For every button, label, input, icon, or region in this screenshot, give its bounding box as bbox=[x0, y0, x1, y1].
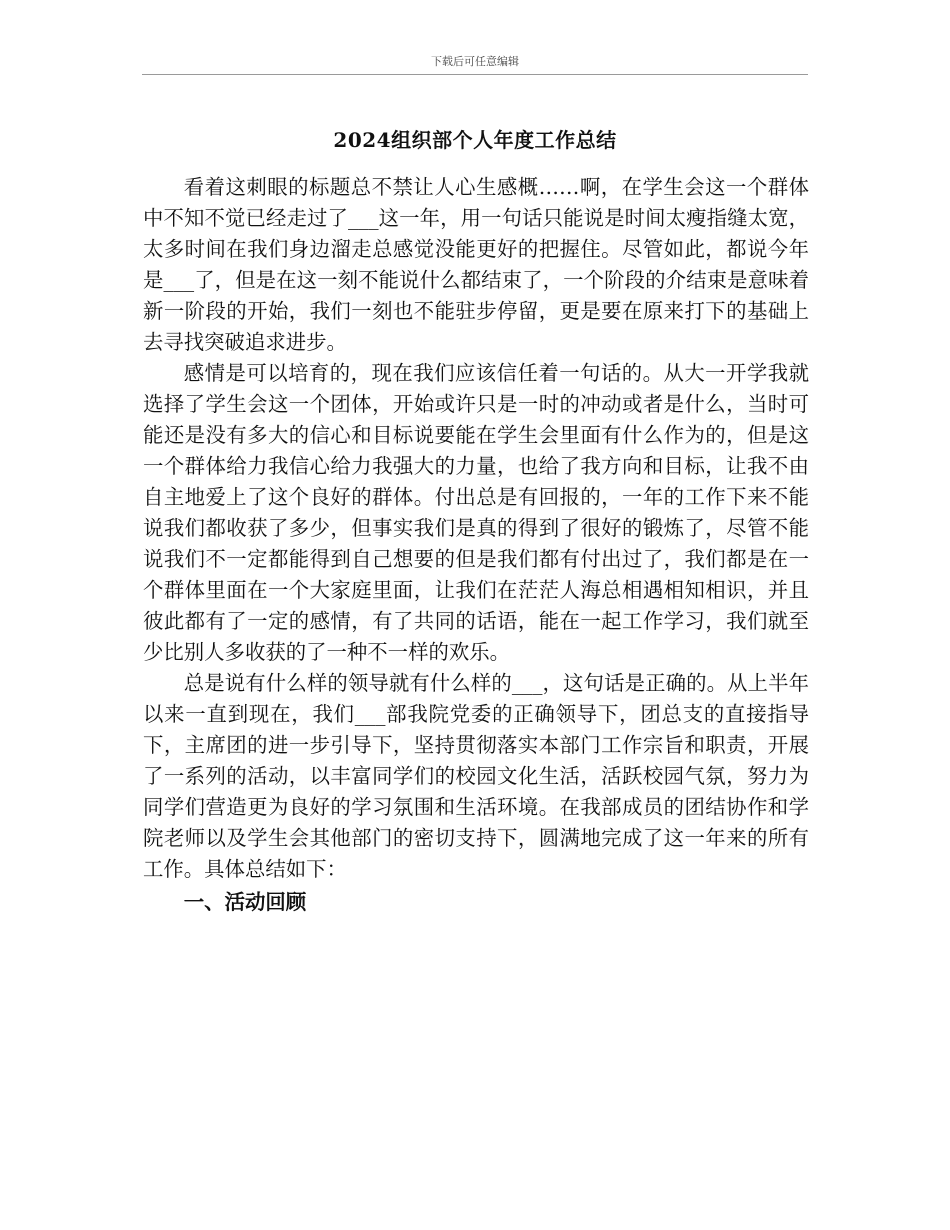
paragraph: 总是说有什么样的领导就有什么样的___，这句话是正确的。从上半年以来一直到现在，我们___部我院党委的正确领导下，团总支的直接指导下，主席团的进一步引导下，坚持贯彻落实本部门工作宗旨和职责，开展了一系列的活动，以丰富同学们的校园文化生活，活跃校园气氛，努力为同学们营造更为良好的学习氛围和生活环境。在我部成员的团结协作和学院老师以及学生会其他部门的密切支持下，圆满地完成了这一年来的所有工作。具体总结如下： bbox=[143, 671, 809, 881]
paragraph: 感情是可以培育的，现在我们应该信任着一句话的。从大一开学我就选择了学生会这一个团体，开始或许只是一时的冲动或者是什么，当时可能还是没有多大的信心和目标说要能在学生会里面有什么作为的，但是这一个群体给力我信心给力我强大的力量，也给了我方向和目标，让我不由自主地爱上了这个良好的群体。付出总是有回报的，一年的工作下来不能说我们都收获了多少，但事实我们是真的得到了很好的锻炼了，尽管不能说我们不一定都能得到自己想要的但是我们都有付出过了，我们都是在一个群体里面在一个大家庭里面，让我们在茫茫人海总相遇相知相识，并且彼此都有了一定的感情，有了共同的话语，能在一起工作学习，我们就至少比别人多收获的了一种不一样的欢乐。 bbox=[143, 361, 809, 664]
header-divider bbox=[142, 74, 808, 75]
paragraph: 看着这刺眼的标题总不禁让人心生感概……啊，在学生会这一个群体中不知不觉已经走过了___这一年，用一句话只能说是时间太瘦指缝太宽，太多时间在我们身边溜走总感觉没能更好的把握住。尽管如此，都说今年是___了，但是在这一刻不能说什么都结束了，一个阶段的介结束是意味着新一阶段的开始，我们一刻也不能驻步停留，更是要在原来打下的基础上去寻找突破追求进步。 bbox=[143, 175, 809, 354]
document-title: 2024组织部个人年度工作总结 bbox=[333, 128, 617, 152]
page-header: 下载后可任意编辑 bbox=[431, 55, 519, 68]
document-body bbox=[143, 172, 809, 918]
section-heading: 一、活动回顾 bbox=[183, 890, 307, 914]
